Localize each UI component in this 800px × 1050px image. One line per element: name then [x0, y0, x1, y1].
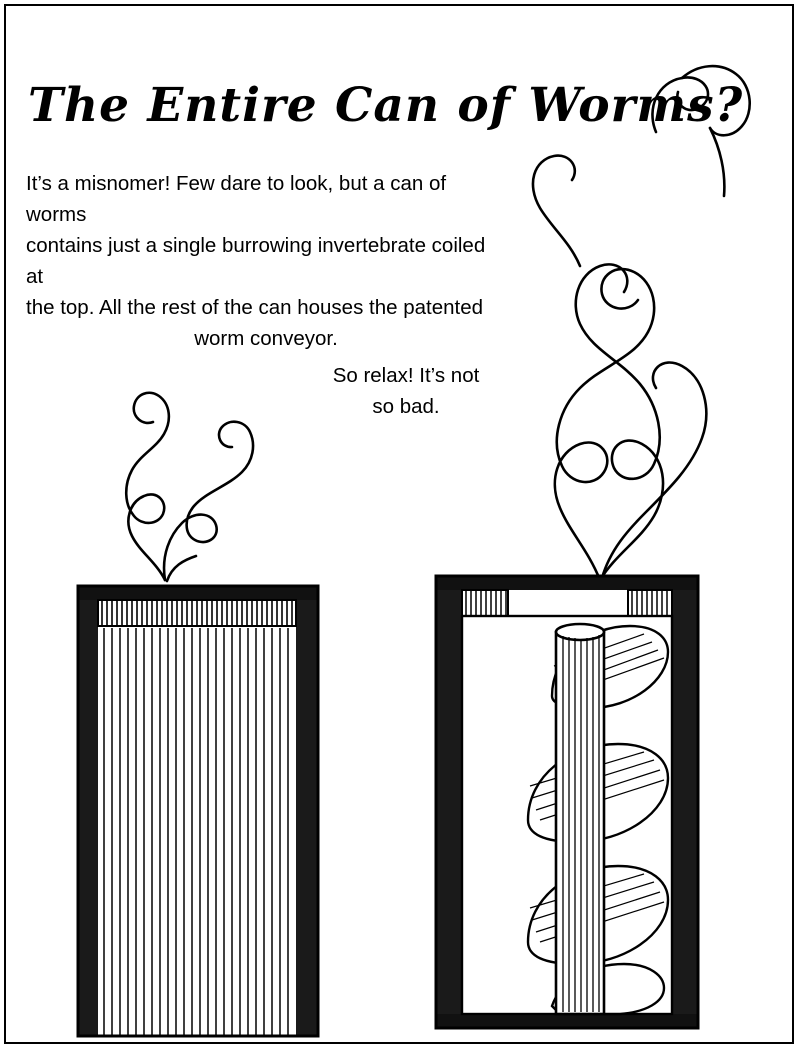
can-right-left-wall [436, 576, 462, 1028]
worm-right-body [533, 66, 750, 580]
figure-cutaway-can-with-conveyor [420, 20, 760, 1040]
body-line-2: contains just a single burrowing invertebrate coiled at [26, 234, 486, 288]
can-right-wall [296, 586, 318, 1036]
can-right-right-wall [672, 576, 698, 1028]
can-left-body [78, 586, 318, 1036]
body-line-3: the top. All the rest of the can houses the patented [26, 296, 484, 319]
body-line-1: It’s a misnomer! Few dare to look, but a can of worms [26, 172, 447, 226]
closing-line-2: so bad. [372, 395, 440, 418]
can-right-body [436, 576, 698, 1028]
cutaway-can-drawing [420, 20, 760, 1040]
can-left-wall [78, 586, 98, 1036]
figure-closed-can-with-worm [60, 280, 360, 1040]
page-title: The Entire Can of Worms? [28, 78, 744, 133]
body-line-4: worm conveyor. [194, 327, 338, 350]
can-rim-hatching [98, 600, 296, 626]
conveyor-shaft [556, 624, 604, 1014]
worm-left-body [126, 393, 253, 581]
can-right-top-rim [436, 576, 698, 590]
closing-line-1: So relax! It’s not [332, 364, 480, 387]
can-top-rim [78, 586, 318, 600]
can-right-bottom-rim [436, 1014, 698, 1028]
closed-can-drawing [60, 280, 360, 1040]
